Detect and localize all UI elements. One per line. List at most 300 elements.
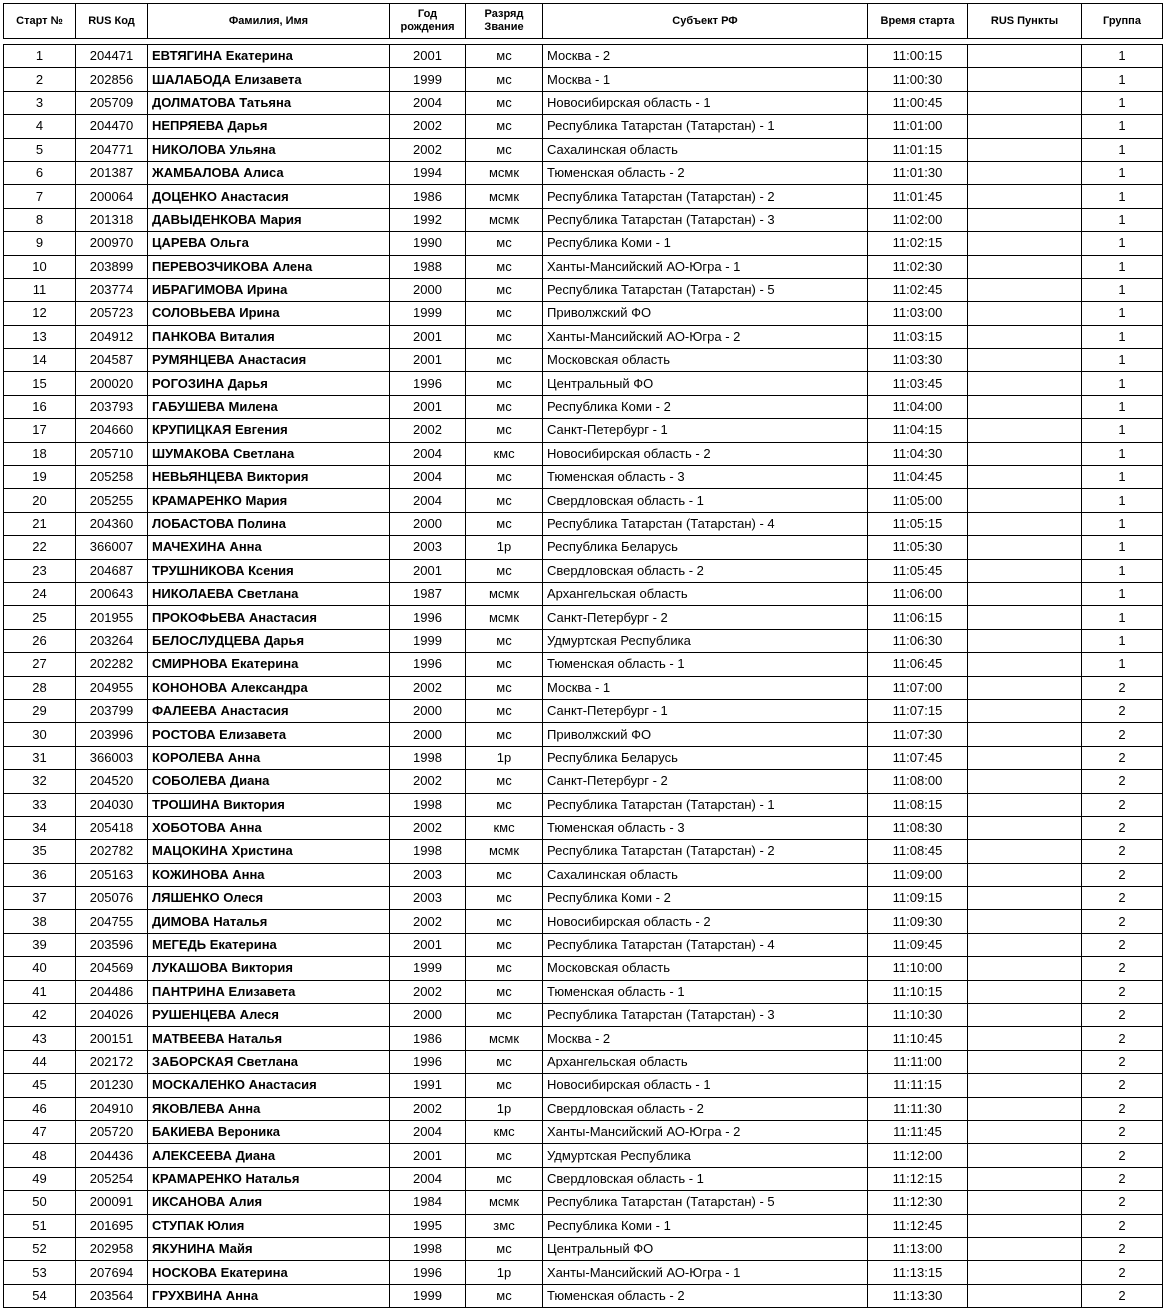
- cell-year: 1996: [390, 1261, 466, 1284]
- cell-rank: 1р: [466, 1261, 543, 1284]
- cell-start-time: 11:09:30: [868, 910, 968, 933]
- cell-region: Москва - 2: [543, 45, 868, 68]
- cell-group: 1: [1082, 419, 1163, 442]
- cell-start: 43: [4, 1027, 76, 1050]
- cell-start-time: 11:06:15: [868, 606, 968, 629]
- cell-points: [968, 582, 1082, 605]
- cell-start: 31: [4, 746, 76, 769]
- cell-points: [968, 442, 1082, 465]
- cell-group: 2: [1082, 770, 1163, 793]
- start-list-table: [3, 3, 1163, 1308]
- cell-region: Сахалинская область: [543, 138, 868, 161]
- cell-points: [968, 606, 1082, 629]
- cell-points: [968, 1167, 1082, 1190]
- table-row: [4, 1074, 1163, 1097]
- cell-year: 2003: [390, 536, 466, 559]
- cell-year: 1988: [390, 255, 466, 278]
- cell-start-time: 11:12:00: [868, 1144, 968, 1167]
- cell-start-time: 11:06:30: [868, 629, 968, 652]
- cell-rank: мс: [466, 1237, 543, 1260]
- cell-start: 50: [4, 1191, 76, 1214]
- table-row: [4, 255, 1163, 278]
- cell-rus-code: 205710: [76, 442, 148, 465]
- cell-year: 1999: [390, 302, 466, 325]
- cell-start-time: 11:08:15: [868, 793, 968, 816]
- cell-points: [968, 933, 1082, 956]
- cell-start: 29: [4, 699, 76, 722]
- cell-name: ТРУШНИКОВА Ксения: [148, 559, 390, 582]
- cell-points: [968, 629, 1082, 652]
- cell-region: Тюменская область - 1: [543, 980, 868, 1003]
- cell-group: 1: [1082, 559, 1163, 582]
- table-row: [4, 816, 1163, 839]
- cell-rank: мс: [466, 255, 543, 278]
- cell-rus-code: 201318: [76, 208, 148, 231]
- cell-rank: мс: [466, 887, 543, 910]
- cell-start-time: 11:12:15: [868, 1167, 968, 1190]
- cell-start: 18: [4, 442, 76, 465]
- cell-rank: мсмк: [466, 582, 543, 605]
- cell-region: Ханты-Мансийский АО-Югра - 1: [543, 1261, 868, 1284]
- cell-start: 52: [4, 1237, 76, 1260]
- cell-group: 1: [1082, 161, 1163, 184]
- cell-group: 2: [1082, 1237, 1163, 1260]
- cell-region: Санкт-Петербург - 1: [543, 419, 868, 442]
- cell-year: 2000: [390, 512, 466, 535]
- cell-start: 28: [4, 676, 76, 699]
- cell-points: [968, 489, 1082, 512]
- cell-start: 17: [4, 419, 76, 442]
- table-row: [4, 699, 1163, 722]
- cell-rus-code: 200970: [76, 232, 148, 255]
- cell-name: НИКОЛОВА Ульяна: [148, 138, 390, 161]
- cell-rank: мс: [466, 653, 543, 676]
- cell-start-time: 11:02:00: [868, 208, 968, 231]
- cell-name: РУШЕНЦЕВА Алеся: [148, 1004, 390, 1027]
- cell-rus-code: 204360: [76, 512, 148, 535]
- table-row: [4, 1004, 1163, 1027]
- cell-start: 16: [4, 395, 76, 418]
- table-row: [4, 653, 1163, 676]
- cell-rus-code: 203996: [76, 723, 148, 746]
- cell-rus-code: 201230: [76, 1074, 148, 1097]
- cell-rus-code: 203596: [76, 933, 148, 956]
- cell-rank: мс: [466, 559, 543, 582]
- cell-points: [968, 1097, 1082, 1120]
- cell-rus-code: 204486: [76, 980, 148, 1003]
- cell-start-time: 11:00:30: [868, 68, 968, 91]
- header-region: Субъект РФ: [543, 4, 868, 39]
- cell-points: [968, 68, 1082, 91]
- cell-group: 1: [1082, 442, 1163, 465]
- cell-rus-code: 203264: [76, 629, 148, 652]
- cell-year: 2002: [390, 1097, 466, 1120]
- cell-rank: мс: [466, 419, 543, 442]
- cell-name: СОБОЛЕВА Диана: [148, 770, 390, 793]
- table-row: [4, 91, 1163, 114]
- header-row: [4, 4, 1163, 39]
- cell-points: [968, 302, 1082, 325]
- cell-name: ЕВТЯГИНА Екатерина: [148, 45, 390, 68]
- cell-rank: мс: [466, 278, 543, 301]
- table-row: [4, 395, 1163, 418]
- cell-rank: мс: [466, 933, 543, 956]
- cell-name: РУМЯНЦЕВА Анастасия: [148, 349, 390, 372]
- cell-name: ШАЛАБОДА Елизавета: [148, 68, 390, 91]
- cell-rus-code: 202172: [76, 1050, 148, 1073]
- header-name: Фамилия, Имя: [148, 4, 390, 39]
- cell-points: [968, 349, 1082, 372]
- cell-name: НИКОЛАЕВА Светлана: [148, 582, 390, 605]
- cell-start: 27: [4, 653, 76, 676]
- cell-rank: мс: [466, 325, 543, 348]
- cell-start: 49: [4, 1167, 76, 1190]
- cell-rus-code: 200064: [76, 185, 148, 208]
- cell-start: 14: [4, 349, 76, 372]
- cell-name: ИКСАНОВА Алия: [148, 1191, 390, 1214]
- cell-year: 1996: [390, 606, 466, 629]
- header-points: RUS Пункты: [968, 4, 1082, 39]
- cell-region: Тюменская область - 3: [543, 466, 868, 489]
- cell-name: МЕГЕДЬ Екатерина: [148, 933, 390, 956]
- header-rank: Разряд Звание: [466, 4, 543, 39]
- cell-region: Республика Татарстан (Татарстан) - 3: [543, 1004, 868, 1027]
- cell-year: 1998: [390, 793, 466, 816]
- cell-name: ЛЯШЕНКО Олеся: [148, 887, 390, 910]
- cell-region: Москва - 1: [543, 68, 868, 91]
- cell-year: 2002: [390, 138, 466, 161]
- cell-region: Тюменская область - 3: [543, 816, 868, 839]
- cell-name: ЯКУНИНА Майя: [148, 1237, 390, 1260]
- cell-rus-code: 201387: [76, 161, 148, 184]
- cell-name: ТРОШИНА Виктория: [148, 793, 390, 816]
- cell-name: МАЧЕХИНА Анна: [148, 536, 390, 559]
- cell-group: 1: [1082, 536, 1163, 559]
- cell-region: Республика Татарстан (Татарстан) - 4: [543, 933, 868, 956]
- table-row: [4, 1214, 1163, 1237]
- cell-region: Новосибирская область - 2: [543, 910, 868, 933]
- cell-year: 1986: [390, 185, 466, 208]
- cell-year: 2001: [390, 559, 466, 582]
- table-row: [4, 582, 1163, 605]
- cell-rus-code: 204569: [76, 957, 148, 980]
- cell-year: 2001: [390, 933, 466, 956]
- cell-year: 2000: [390, 699, 466, 722]
- cell-region: Республика Татарстан (Татарстан) - 4: [543, 512, 868, 535]
- table-row: [4, 1284, 1163, 1307]
- cell-rank: мс: [466, 91, 543, 114]
- cell-rus-code: 204030: [76, 793, 148, 816]
- cell-rus-code: 204587: [76, 349, 148, 372]
- cell-points: [968, 1120, 1082, 1143]
- cell-group: 2: [1082, 1027, 1163, 1050]
- cell-group: 2: [1082, 676, 1163, 699]
- cell-points: [968, 1004, 1082, 1027]
- cell-rus-code: 204520: [76, 770, 148, 793]
- cell-region: Санкт-Петербург - 2: [543, 770, 868, 793]
- cell-rank: мс: [466, 863, 543, 886]
- cell-start-time: 11:09:45: [868, 933, 968, 956]
- cell-points: [968, 185, 1082, 208]
- cell-rus-code: 204470: [76, 115, 148, 138]
- table-row: [4, 1097, 1163, 1120]
- cell-region: Центральный ФО: [543, 372, 868, 395]
- cell-year: 1999: [390, 1284, 466, 1307]
- cell-name: НЕВЬЯНЦЕВА Виктория: [148, 466, 390, 489]
- cell-group: 1: [1082, 255, 1163, 278]
- cell-start: 13: [4, 325, 76, 348]
- cell-start: 51: [4, 1214, 76, 1237]
- cell-rus-code: 200643: [76, 582, 148, 605]
- cell-group: 1: [1082, 606, 1163, 629]
- table-row: [4, 746, 1163, 769]
- table-row: [4, 115, 1163, 138]
- cell-region: Москва - 1: [543, 676, 868, 699]
- cell-points: [968, 1050, 1082, 1073]
- cell-start: 37: [4, 887, 76, 910]
- cell-rus-code: 204955: [76, 676, 148, 699]
- table-row: [4, 45, 1163, 68]
- cell-group: 2: [1082, 1167, 1163, 1190]
- table-row: [4, 466, 1163, 489]
- table-row: [4, 68, 1163, 91]
- cell-start: 21: [4, 512, 76, 535]
- cell-region: Республика Коми - 2: [543, 887, 868, 910]
- cell-rank: мс: [466, 372, 543, 395]
- cell-group: 2: [1082, 840, 1163, 863]
- cell-rank: мс: [466, 395, 543, 418]
- cell-region: Республика Татарстан (Татарстан) - 5: [543, 1191, 868, 1214]
- cell-group: 1: [1082, 349, 1163, 372]
- cell-rus-code: 204687: [76, 559, 148, 582]
- cell-rank: мс: [466, 489, 543, 512]
- cell-rank: мс: [466, 1144, 543, 1167]
- cell-rank: мсмк: [466, 606, 543, 629]
- cell-rank: мс: [466, 466, 543, 489]
- cell-points: [968, 676, 1082, 699]
- cell-region: Приволжский ФО: [543, 302, 868, 325]
- cell-name: ПАНКОВА Виталия: [148, 325, 390, 348]
- cell-group: 1: [1082, 302, 1163, 325]
- cell-region: Республика Беларусь: [543, 746, 868, 769]
- table-row: [4, 840, 1163, 863]
- cell-name: ЯКОВЛЕВА Анна: [148, 1097, 390, 1120]
- cell-name: ДАВЫДЕНКОВА Мария: [148, 208, 390, 231]
- cell-group: 2: [1082, 1074, 1163, 1097]
- table-row: [4, 887, 1163, 910]
- cell-start: 22: [4, 536, 76, 559]
- cell-group: 2: [1082, 933, 1163, 956]
- cell-start-time: 11:01:00: [868, 115, 968, 138]
- cell-points: [968, 910, 1082, 933]
- cell-start-time: 11:05:45: [868, 559, 968, 582]
- cell-start-time: 11:11:45: [868, 1120, 968, 1143]
- cell-group: 1: [1082, 629, 1163, 652]
- cell-group: 2: [1082, 746, 1163, 769]
- cell-region: Санкт-Петербург - 2: [543, 606, 868, 629]
- cell-year: 2002: [390, 980, 466, 1003]
- cell-points: [968, 770, 1082, 793]
- table-row: [4, 559, 1163, 582]
- cell-region: Республика Беларусь: [543, 536, 868, 559]
- table-row: [4, 138, 1163, 161]
- cell-start: 10: [4, 255, 76, 278]
- cell-rus-code: 205254: [76, 1167, 148, 1190]
- cell-start: 8: [4, 208, 76, 231]
- cell-group: 2: [1082, 957, 1163, 980]
- cell-rank: мс: [466, 302, 543, 325]
- cell-group: 2: [1082, 1120, 1163, 1143]
- cell-rus-code: 204471: [76, 45, 148, 68]
- cell-start-time: 11:12:30: [868, 1191, 968, 1214]
- cell-group: 1: [1082, 91, 1163, 114]
- cell-region: Свердловская область - 1: [543, 1167, 868, 1190]
- cell-start-time: 11:01:30: [868, 161, 968, 184]
- cell-start: 25: [4, 606, 76, 629]
- table-row: [4, 419, 1163, 442]
- cell-start: 3: [4, 91, 76, 114]
- cell-group: 2: [1082, 1004, 1163, 1027]
- cell-start-time: 11:10:45: [868, 1027, 968, 1050]
- cell-rus-code: 200091: [76, 1191, 148, 1214]
- table-row: [4, 278, 1163, 301]
- table-row: [4, 1237, 1163, 1260]
- table-row: [4, 489, 1163, 512]
- cell-start: 15: [4, 372, 76, 395]
- cell-start: 45: [4, 1074, 76, 1097]
- cell-region: Архангельская область: [543, 582, 868, 605]
- cell-region: Санкт-Петербург - 1: [543, 699, 868, 722]
- cell-group: 2: [1082, 1050, 1163, 1073]
- cell-points: [968, 419, 1082, 442]
- cell-rus-code: 203564: [76, 1284, 148, 1307]
- header-start-time: Время старта: [868, 4, 968, 39]
- cell-rus-code: 203799: [76, 699, 148, 722]
- cell-group: 1: [1082, 68, 1163, 91]
- cell-points: [968, 1261, 1082, 1284]
- cell-rank: мс: [466, 45, 543, 68]
- cell-year: 1996: [390, 653, 466, 676]
- cell-start: 1: [4, 45, 76, 68]
- table-row: [4, 325, 1163, 348]
- cell-group: 1: [1082, 582, 1163, 605]
- cell-rank: мсмк: [466, 208, 543, 231]
- table-row: [4, 980, 1163, 1003]
- cell-points: [968, 1144, 1082, 1167]
- cell-points: [968, 1284, 1082, 1307]
- cell-rank: мс: [466, 770, 543, 793]
- cell-start: 11: [4, 278, 76, 301]
- cell-name: ШУМАКОВА Светлана: [148, 442, 390, 465]
- cell-name: ДОЦЕНКО Анастасия: [148, 185, 390, 208]
- cell-name: КРУПИЦКАЯ Евгения: [148, 419, 390, 442]
- cell-rus-code: 205723: [76, 302, 148, 325]
- cell-region: Республика Коми - 1: [543, 232, 868, 255]
- cell-rus-code: 205076: [76, 887, 148, 910]
- cell-year: 1992: [390, 208, 466, 231]
- cell-start-time: 11:02:45: [868, 278, 968, 301]
- cell-rank: 1р: [466, 536, 543, 559]
- cell-year: 1996: [390, 1050, 466, 1073]
- cell-name: ДИМОВА Наталья: [148, 910, 390, 933]
- table-row: [4, 185, 1163, 208]
- cell-start: 5: [4, 138, 76, 161]
- cell-rus-code: 204026: [76, 1004, 148, 1027]
- cell-region: Республика Татарстан (Татарстан) - 1: [543, 115, 868, 138]
- cell-year: 1987: [390, 582, 466, 605]
- cell-points: [968, 466, 1082, 489]
- table-row: [4, 349, 1163, 372]
- cell-region: Архангельская область: [543, 1050, 868, 1073]
- cell-name: КОЖИНОВА Анна: [148, 863, 390, 886]
- table-row: [4, 302, 1163, 325]
- cell-group: 2: [1082, 1214, 1163, 1237]
- cell-rank: мс: [466, 1050, 543, 1073]
- cell-rank: мс: [466, 68, 543, 91]
- table-row: [4, 676, 1163, 699]
- cell-year: 1986: [390, 1027, 466, 1050]
- cell-group: 2: [1082, 1191, 1163, 1214]
- cell-rus-code: 203774: [76, 278, 148, 301]
- cell-name: КОРОЛЕВА Анна: [148, 746, 390, 769]
- cell-start: 7: [4, 185, 76, 208]
- cell-rank: мс: [466, 512, 543, 535]
- cell-year: 1991: [390, 1074, 466, 1097]
- cell-rank: кмс: [466, 816, 543, 839]
- cell-rus-code: 205163: [76, 863, 148, 886]
- cell-start: 32: [4, 770, 76, 793]
- cell-group: 1: [1082, 208, 1163, 231]
- cell-rus-code: 202958: [76, 1237, 148, 1260]
- cell-start: 19: [4, 466, 76, 489]
- table-row: [4, 957, 1163, 980]
- cell-start: 42: [4, 1004, 76, 1027]
- cell-region: Свердловская область - 1: [543, 489, 868, 512]
- cell-region: Новосибирская область - 1: [543, 91, 868, 114]
- cell-rank: мс: [466, 349, 543, 372]
- cell-rank: кмс: [466, 442, 543, 465]
- cell-region: Республика Татарстан (Татарстан) - 2: [543, 840, 868, 863]
- cell-start-time: 11:10:30: [868, 1004, 968, 1027]
- cell-name: ЗАБОРСКАЯ Светлана: [148, 1050, 390, 1073]
- cell-group: 1: [1082, 325, 1163, 348]
- cell-start-time: 11:07:45: [868, 746, 968, 769]
- cell-points: [968, 138, 1082, 161]
- cell-year: 2000: [390, 278, 466, 301]
- cell-name: КРАМАРЕНКО Мария: [148, 489, 390, 512]
- cell-name: БЕЛОСЛУДЦЕВА Дарья: [148, 629, 390, 652]
- cell-group: 1: [1082, 512, 1163, 535]
- cell-year: 2001: [390, 349, 466, 372]
- cell-rank: мс: [466, 629, 543, 652]
- table-body: [4, 39, 1163, 1308]
- cell-start-time: 11:04:30: [868, 442, 968, 465]
- cell-name: ЦАРЕВА Ольга: [148, 232, 390, 255]
- cell-group: 1: [1082, 185, 1163, 208]
- cell-region: Новосибирская область - 2: [543, 442, 868, 465]
- cell-rus-code: 204660: [76, 419, 148, 442]
- cell-name: ХОБОТОВА Анна: [148, 816, 390, 839]
- cell-points: [968, 1237, 1082, 1260]
- cell-region: Сахалинская область: [543, 863, 868, 886]
- cell-points: [968, 1027, 1082, 1050]
- cell-points: [968, 746, 1082, 769]
- cell-rank: мс: [466, 1074, 543, 1097]
- cell-rank: мс: [466, 1004, 543, 1027]
- table-row: [4, 161, 1163, 184]
- cell-year: 2004: [390, 1120, 466, 1143]
- cell-region: Республика Татарстан (Татарстан) - 1: [543, 793, 868, 816]
